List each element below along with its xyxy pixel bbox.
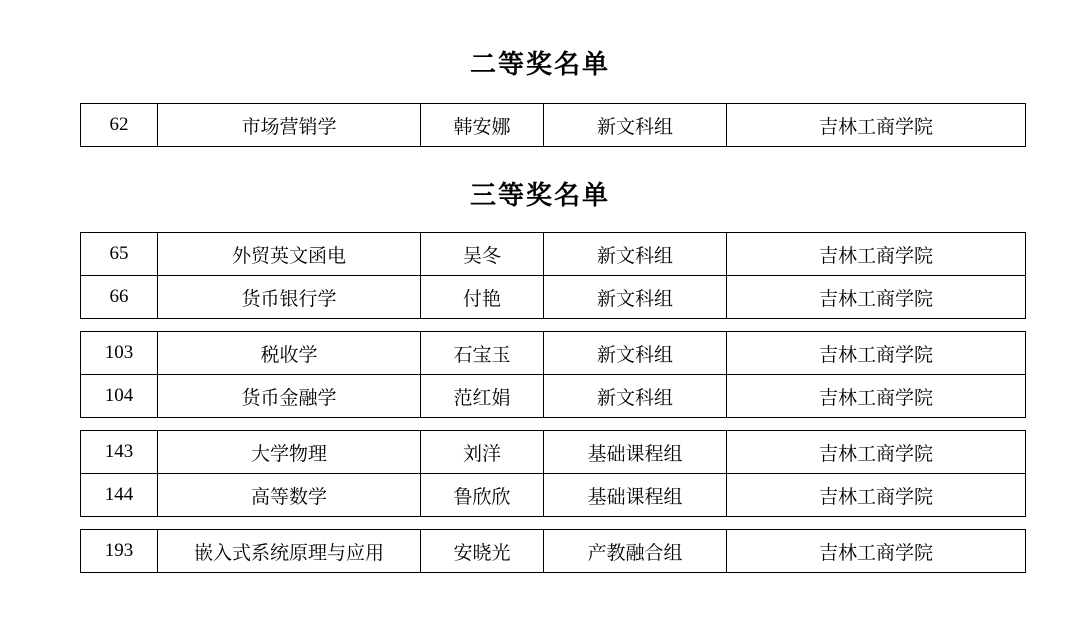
cell-teacher: 吴冬 [421,233,544,276]
table-row [81,474,1026,517]
cell-teacher: 安晓光 [421,530,544,573]
cell-group: 新文科组 [544,276,727,319]
cell-teacher: 韩安娜 [421,104,544,147]
cell-school: 吉林工商学院 [727,530,1026,573]
cell-number: 66 [81,276,158,319]
cell-school: 吉林工商学院 [727,233,1026,276]
cell-course-name: 高等数学 [158,474,421,517]
cell-school: 吉林工商学院 [727,332,1026,375]
cell-number: 65 [81,233,158,276]
cell-group: 新文科组 [544,104,727,147]
cell-course-name: 市场营销学 [158,104,421,147]
cell-course-name: 大学物理 [158,431,421,474]
table-row [81,276,1026,319]
cell-group: 新文科组 [544,233,727,276]
cell-course-name: 嵌入式系统原理与应用 [158,530,421,573]
cell-course-name: 货币银行学 [158,276,421,319]
cell-number: 62 [81,104,158,147]
table-gap-cell [81,517,1026,530]
cell-school: 吉林工商学院 [727,474,1026,517]
table-gap [81,319,1026,332]
table-gap [81,517,1026,530]
cell-number: 104 [81,375,158,418]
cell-teacher: 鲁欣欣 [421,474,544,517]
cell-teacher: 石宝玉 [421,332,544,375]
cell-group: 产教融合组 [544,530,727,573]
table-row [81,332,1026,375]
section-title-second-prize: 二等奖名单 [469,50,610,80]
table-row [81,233,1026,276]
table-gap [81,418,1026,431]
cell-group: 新文科组 [544,375,727,418]
table-row [81,431,1026,474]
cell-school: 吉林工商学院 [727,104,1026,147]
cell-teacher: 范红娟 [421,375,544,418]
cell-school: 吉林工商学院 [727,276,1026,319]
cell-number: 103 [81,332,158,375]
cell-number: 143 [81,431,158,474]
cell-number: 144 [81,474,158,517]
cell-school: 吉林工商学院 [727,375,1026,418]
cell-teacher: 刘洋 [421,431,544,474]
table-row [81,530,1026,573]
table-gap-cell [81,319,1026,332]
cell-group: 新文科组 [544,332,727,375]
table-row [81,375,1026,418]
cell-course-name: 外贸英文函电 [158,233,421,276]
section-title-third-prize: 三等奖名单 [469,181,610,211]
cell-course-name: 税收学 [158,332,421,375]
award-table-third-prize [80,232,1026,573]
award-table-second-prize [80,103,1026,147]
cell-school: 吉林工商学院 [727,431,1026,474]
table-row [81,104,1026,147]
cell-group: 基础课程组 [544,474,727,517]
table-gap-cell [81,418,1026,431]
cell-group: 基础课程组 [544,431,727,474]
cell-course-name: 货币金融学 [158,375,421,418]
cell-number: 193 [81,530,158,573]
cell-teacher: 付艳 [421,276,544,319]
